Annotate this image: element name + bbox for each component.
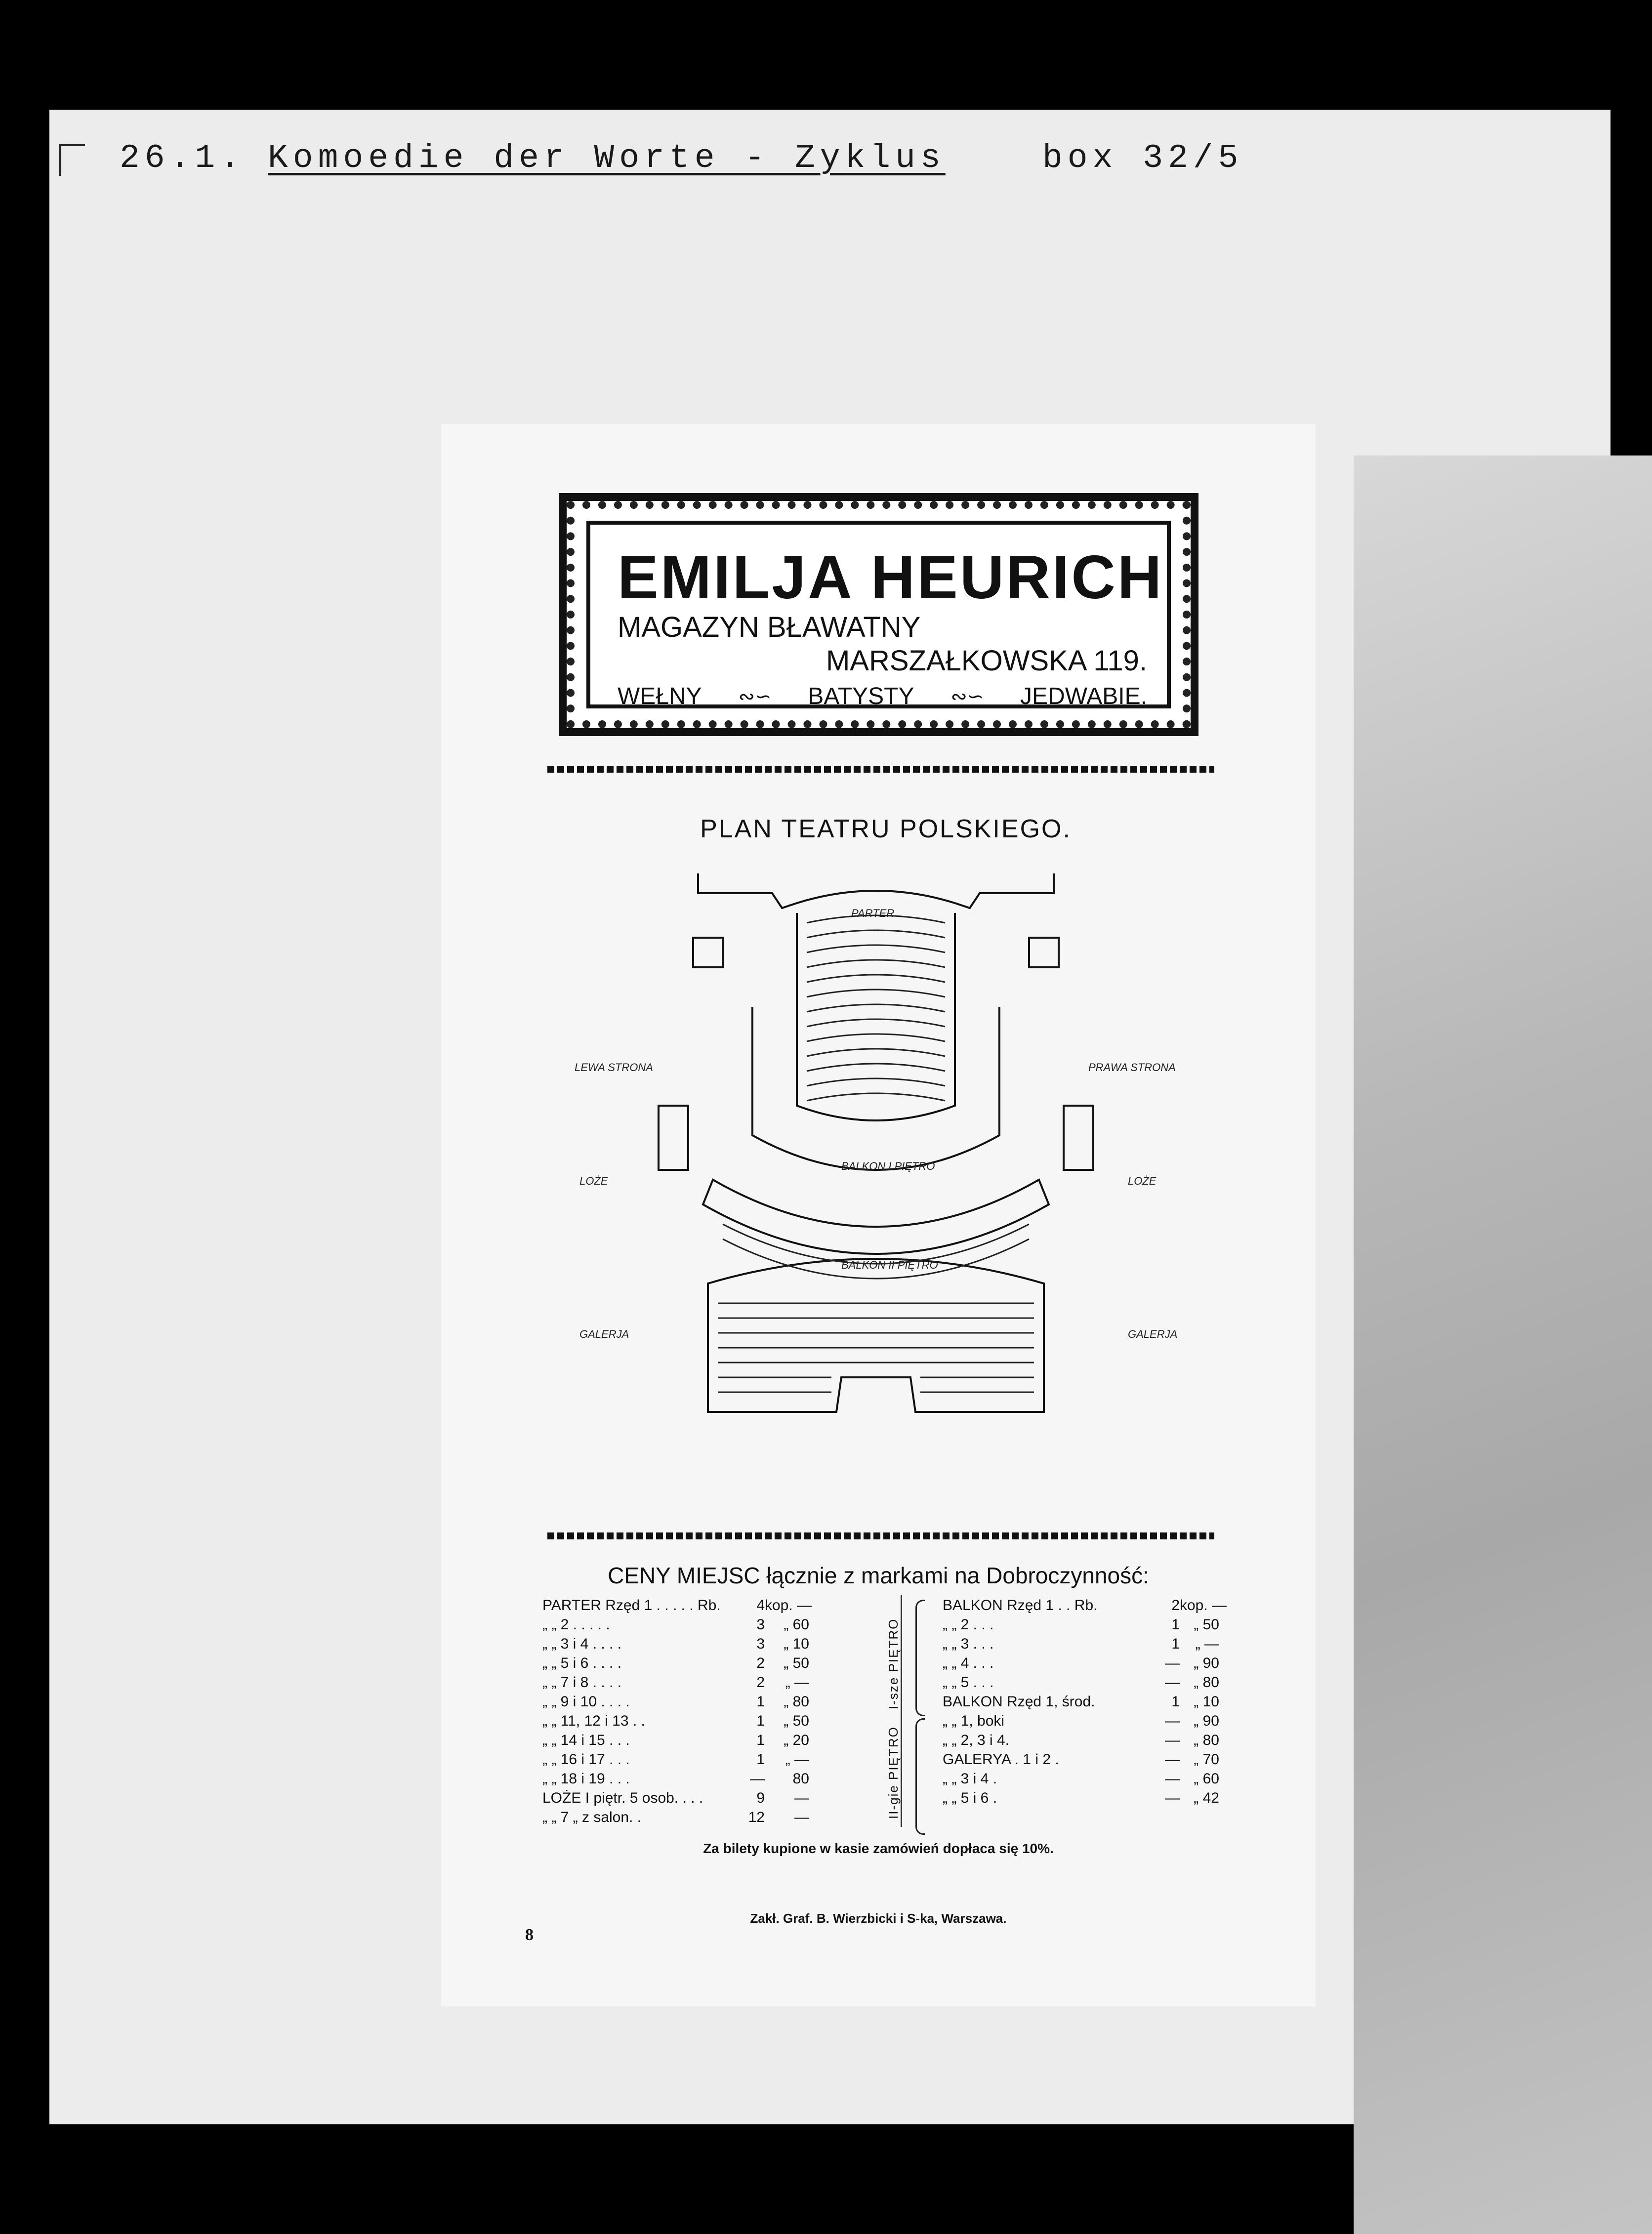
card-title: Komoedie der Worte - Zyklus — [268, 139, 946, 177]
price-rb: 1 — [1171, 1616, 1180, 1633]
price-row — [542, 1769, 809, 1788]
seat-label: „ „ 2, 3 i 4. — [943, 1732, 1010, 1748]
seat-label: „ „ 2 . . . . . — [542, 1616, 610, 1633]
ware-item: BATYSTY — [808, 683, 914, 709]
price-column-left — [542, 1596, 812, 1827]
price-kop: „ — — [785, 1674, 809, 1691]
price-rb: 1 — [756, 1713, 765, 1729]
price-kop: — — [794, 1790, 809, 1806]
seat-label: „ „ 16 i 17 . . . — [542, 1751, 630, 1768]
price-rb: 2 — [756, 1655, 765, 1671]
price-row — [943, 1711, 1219, 1731]
price-rb: — — [750, 1771, 765, 1787]
price-rb: 1 — [1171, 1694, 1180, 1710]
price-kop: „ 80 — [1194, 1674, 1219, 1691]
page-number: 8 — [525, 1926, 534, 1944]
card-number: 26.1. — [120, 139, 246, 177]
svg-text:LOŻE: LOŻE — [1128, 1175, 1156, 1187]
svg-text:BALKON II PIĘTRO: BALKON II PIĘTRO — [841, 1259, 938, 1271]
price-kop: kop. — — [765, 1597, 812, 1613]
price-rb: 2 — [756, 1674, 765, 1691]
ad-wares — [618, 683, 1147, 710]
price-row — [542, 1615, 809, 1634]
seat-label: „ „ 5 i 6 . — [943, 1790, 997, 1806]
price-row — [542, 1692, 809, 1711]
price-row — [943, 1769, 1219, 1788]
price-kop: „ 42 — [1194, 1790, 1219, 1806]
price-kop: „ 70 — [1194, 1751, 1219, 1768]
price-kop: 80 — [792, 1771, 809, 1787]
surcharge-note: Za bilety kupione w kasie zamówień dopłaca się 10%. — [703, 1841, 1054, 1856]
price-rb: 3 — [756, 1636, 765, 1652]
price-row — [943, 1654, 1219, 1673]
price-rb: — — [1165, 1751, 1180, 1768]
price-rb: — — [1165, 1713, 1180, 1729]
price-kop: „ 10 — [784, 1636, 809, 1652]
seating-plan-diagram — [565, 859, 1187, 1442]
price-kop: „ — — [785, 1751, 809, 1768]
price-row — [542, 1673, 809, 1692]
seat-label: „ „ 3 i 4 . — [943, 1771, 997, 1787]
dotted-divider — [547, 766, 1214, 773]
price-kop: „ 50 — [784, 1713, 809, 1729]
price-kop: „ — — [1195, 1636, 1219, 1652]
seat-label: „ „ 5 i 6 . . . . — [542, 1655, 622, 1671]
svg-text:GALERJA: GALERJA — [579, 1328, 629, 1340]
price-row — [542, 1750, 809, 1769]
seat-label: „ „ 3 . . . — [943, 1636, 994, 1652]
seat-label: „ „ 14 i 15 . . . — [542, 1732, 630, 1748]
price-kop: — — [794, 1809, 809, 1825]
svg-text:LOŻE: LOŻE — [579, 1175, 608, 1187]
seat-label: „ „ 3 i 4 . . . . — [542, 1636, 622, 1652]
price-row — [943, 1673, 1219, 1692]
seat-label: „ „ 18 i 19 . . . — [542, 1771, 630, 1787]
price-row — [943, 1615, 1219, 1634]
price-kop: kop. — — [1180, 1597, 1227, 1613]
floor-label-second: II-gie PIĘTRO — [886, 1726, 901, 1819]
prices-title — [441, 1562, 1316, 1589]
price-rb: 9 — [756, 1790, 765, 1806]
svg-text:GALERJA: GALERJA — [1128, 1328, 1178, 1340]
price-row — [542, 1596, 812, 1615]
price-row — [943, 1788, 1219, 1808]
ad-subtitle: MAGAZYN BŁAWATNY — [618, 611, 921, 643]
svg-text:PRAWA STRONA: PRAWA STRONA — [1088, 1061, 1176, 1074]
price-kop: „ 10 — [1194, 1694, 1219, 1710]
advertisement — [559, 493, 1198, 736]
seat-label: „ „ 11, 12 i 13 . . — [542, 1713, 645, 1729]
price-kop: „ 60 — [1194, 1771, 1219, 1787]
price-kop: „ 20 — [784, 1732, 809, 1748]
ware-item: JEDWABIE. — [1020, 683, 1147, 709]
seat-label: „ „ 7 i 8 . . . . — [542, 1674, 622, 1691]
seat-label: „ „ 4 . . . — [943, 1655, 994, 1671]
plan-title: PLAN TEATRU POLSKIEGO. — [700, 815, 1072, 843]
seat-label: „ „ 1, boki — [943, 1713, 1005, 1729]
price-row — [542, 1654, 809, 1673]
dotted-divider — [547, 1532, 1214, 1539]
seat-label: „ „ 2 . . . — [943, 1616, 994, 1633]
price-kop: „ 90 — [1194, 1655, 1219, 1671]
prices-title-rest: łącznie z markami na Dobroczynność: — [760, 1563, 1149, 1588]
price-row — [943, 1596, 1227, 1615]
svg-text:BALKON I PIĘTRO: BALKON I PIĘTRO — [841, 1160, 935, 1172]
seat-label: PARTER Rzęd 1 . . . . . Rb. — [542, 1597, 721, 1613]
price-row — [542, 1731, 809, 1750]
price-row — [542, 1788, 809, 1808]
price-row — [943, 1692, 1219, 1711]
price-rb: 1 — [756, 1751, 765, 1768]
price-rb: — — [1165, 1790, 1180, 1806]
price-rb: — — [1165, 1732, 1180, 1748]
price-row — [943, 1750, 1219, 1769]
price-row — [943, 1634, 1219, 1654]
price-rb: — — [1165, 1674, 1180, 1691]
price-rb: 1 — [756, 1732, 765, 1748]
price-rb: 1 — [756, 1694, 765, 1710]
price-column-right — [943, 1596, 1227, 1808]
price-kop: „ 80 — [1194, 1732, 1219, 1748]
floor-label-first: I-sze PIĘTRO — [886, 1618, 901, 1710]
price-row — [943, 1731, 1219, 1750]
seat-label: GALERYA . 1 i 2 . — [943, 1751, 1059, 1768]
price-kop: „ 50 — [784, 1655, 809, 1671]
printer-imprint: Zakł. Graf. B. Wierzbicki i S-ka, Warszawa. — [750, 1911, 1007, 1926]
price-kop: „ 80 — [784, 1694, 809, 1710]
page-shadow — [1354, 455, 1652, 2234]
prices-title-bold: CENY MIEJSC — [608, 1563, 760, 1588]
price-row — [542, 1634, 809, 1654]
brace-icon — [915, 1718, 925, 1835]
seat-label: LOŻE I piętr. 5 osob. . . . — [542, 1790, 703, 1806]
seat-label: „ „ 7 „ z salon. . — [542, 1809, 642, 1825]
ad-frame — [586, 521, 1171, 708]
price-rb: — — [1165, 1655, 1180, 1671]
seat-label: BALKON Rzęd 1, środ. — [943, 1694, 1095, 1710]
ad-address: MARSZAŁKOWSKA 119. — [826, 645, 1147, 677]
ware-item: WEŁNY — [618, 683, 702, 709]
seat-label: „ „ 5 . . . — [943, 1674, 994, 1691]
corner-mark — [59, 144, 85, 176]
price-kop: „ 90 — [1194, 1713, 1219, 1729]
ad-company-name: EMILJA HEURICH — [618, 543, 1164, 612]
price-rb: 12 — [748, 1809, 765, 1825]
svg-text:PARTER: PARTER — [851, 907, 895, 919]
flourish-icon: ∾∽ — [738, 685, 772, 707]
price-rb: 1 — [1171, 1636, 1180, 1652]
seat-label: BALKON Rzęd 1 . . Rb. — [943, 1597, 1098, 1613]
program-page — [441, 424, 1316, 2006]
price-row — [542, 1711, 809, 1731]
price-rb: 4 — [756, 1597, 765, 1613]
price-row — [542, 1808, 809, 1827]
price-kop: „ 50 — [1194, 1616, 1219, 1633]
brace-icon — [915, 1600, 925, 1716]
price-rb: — — [1165, 1771, 1180, 1787]
price-kop: „ 60 — [784, 1616, 809, 1633]
svg-text:LEWA STRONA: LEWA STRONA — [575, 1061, 653, 1074]
flourish-icon: ∾∽ — [950, 685, 984, 707]
seat-label: „ „ 9 i 10 . . . . — [542, 1694, 630, 1710]
price-rb: 2 — [1171, 1597, 1180, 1613]
card-box-reference: box 32/5 — [1042, 139, 1243, 177]
price-rb: 3 — [756, 1616, 765, 1633]
